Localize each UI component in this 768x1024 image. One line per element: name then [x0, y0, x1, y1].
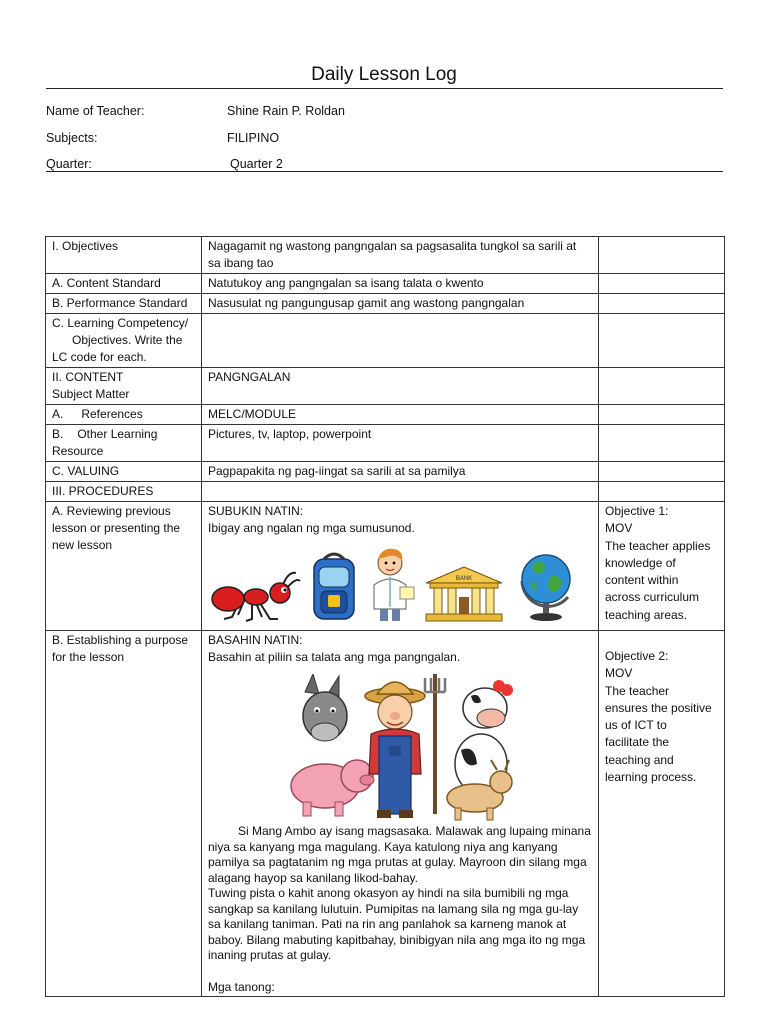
objective-line: us of ICT to: [605, 718, 667, 733]
label-letter: B.: [52, 427, 64, 441]
row-label: C. VALUING: [46, 462, 202, 482]
label-line: A. Reviewing previous: [52, 504, 171, 518]
label-line: Resource: [52, 444, 104, 458]
label-line: lesson or presenting the: [52, 521, 181, 535]
row-valuing: [46, 462, 725, 482]
story-text: [208, 824, 592, 995]
objective-line: MOV: [605, 521, 633, 536]
objective-2: [599, 631, 725, 997]
info-value: Quarter 2: [230, 157, 283, 171]
objective-line: MOV: [605, 666, 633, 681]
row-procedures: [46, 482, 725, 502]
label-line: C. Learning Competency/: [52, 316, 189, 330]
row-content: Natutukoy ang pangngalan sa isang talata o kwento: [202, 274, 599, 294]
objective-line: content within: [605, 573, 679, 588]
row-purpose: [46, 631, 725, 997]
row-reviewing: [46, 502, 725, 631]
row-content: Nagagamit ng wastong pangngalan sa pagsasalita tungkol sa sarili at sa ibang tao: [202, 237, 599, 274]
row-label: [46, 314, 202, 368]
row-content: Nasusulat ng pangungusap gamit ang wastong pangngalan: [202, 294, 599, 314]
farmer-animals-picture: [285, 674, 515, 822]
title-rule: [46, 88, 723, 89]
globe-picture: [512, 547, 578, 623]
row-content: Pictures, tv, laptop, powerpoint: [202, 425, 599, 462]
label-line: LC code for each.: [52, 350, 147, 364]
doctor-picture: [366, 547, 416, 623]
objective-line: teaching areas.: [605, 607, 688, 622]
lesson-table: [45, 236, 725, 997]
objective-line: learning process.: [605, 770, 697, 785]
objective-line: Objective 1:: [605, 504, 669, 518]
label-line: new lesson: [52, 538, 113, 552]
row-content: [202, 482, 599, 502]
label-line: Objectives. Write the: [72, 333, 183, 347]
backpack-picture: [310, 549, 358, 623]
row-notes: [599, 368, 725, 405]
row-label: [46, 405, 202, 425]
objective-line: facilitate the: [605, 735, 670, 750]
objective-line: ensures the positive: [605, 700, 712, 715]
bank-picture: [424, 565, 504, 623]
row-content: MELC/MODULE: [202, 405, 599, 425]
objective-line: Objective 2:: [605, 649, 669, 663]
row-notes: [599, 314, 725, 368]
row-content: [202, 631, 599, 997]
questions-label: Mga tanong:: [208, 979, 275, 994]
row-objectives: [46, 237, 725, 274]
objective-line: knowledge of: [605, 555, 676, 570]
row-content-section: [46, 368, 725, 405]
row-notes: [599, 274, 725, 294]
row-competency: [46, 314, 725, 368]
section-heading: SUBUKIN NATIN:: [208, 504, 304, 518]
row-label: B. Performance Standard: [46, 294, 202, 314]
row-notes: [599, 405, 725, 425]
label-text: Other Learning: [77, 427, 158, 441]
instruction: Basahin at piliin sa talata ang mga pangngalan.: [208, 650, 461, 664]
row-label: [46, 368, 202, 405]
label-line: for the lesson: [52, 650, 125, 664]
donkey-icon: [303, 674, 347, 741]
info-value: Shine Rain P. Roldan: [227, 104, 345, 118]
info-label: Quarter:: [46, 157, 92, 171]
instruction: Ibigay ang ngalan ng mga sumusunod.: [208, 521, 415, 535]
farmer-icon: [365, 674, 445, 818]
pig-icon: [291, 760, 374, 816]
row-label: [46, 631, 202, 997]
label-text: References: [81, 407, 143, 421]
ant-picture: [210, 567, 302, 623]
row-notes: [599, 462, 725, 482]
info-label: Subjects:: [46, 131, 98, 145]
objective-line: teaching and: [605, 752, 674, 767]
info-label: Name of Teacher:: [46, 104, 145, 118]
header-rule: [46, 171, 723, 172]
row-notes: [599, 425, 725, 462]
row-notes: [599, 237, 725, 274]
row-references: [46, 405, 725, 425]
objective-line: The teacher applies: [605, 538, 711, 553]
row-content-standard: [46, 274, 725, 294]
label-line: Subject Matter: [52, 387, 130, 401]
info-subjects: [46, 131, 280, 145]
row-label: I. Objectives: [46, 237, 202, 274]
objective-line: across curriculum: [605, 590, 700, 605]
row-label: [46, 502, 202, 631]
row-label: III. PROCEDURES: [46, 482, 202, 502]
row-notes: [599, 294, 725, 314]
info-value: FILIPINO: [227, 131, 280, 145]
label-letter: A.: [52, 407, 64, 421]
row-notes: [599, 482, 725, 502]
label-line: B. Establishing a purpose: [52, 633, 189, 647]
objective-line: The teacher: [605, 683, 670, 698]
objective-1: [599, 502, 725, 631]
picture-strip: [210, 547, 592, 623]
label-line: II. CONTENT: [52, 370, 124, 384]
row-other-resources: [46, 425, 725, 462]
row-content: Pagpapakita ng pag-iingat sa sarili at sa pamilya: [202, 462, 599, 482]
bank-sign: BANK: [455, 576, 473, 582]
page-title: Daily Lesson Log: [311, 64, 457, 85]
story-paragraph: Si Mang Ambo ay isang magsasaka. Malawak ang lupaing minana niya sa kanyang mga magulang. Kaya katulong niya ang kanyang pamilya sa pagtatanim ng mga prutas at gulay. Mayroon din silang mga alagang hayop sa kanilang likod-bahay.: [208, 824, 591, 885]
info-quarter: [46, 157, 283, 171]
row-label: A. Content Standard: [46, 274, 202, 294]
story-paragraph: Tuwing pista o kahit anong okasyon ay hindi na sila bumibili ng mga sangkap sa kanilang lulutuin. Pumipitas na lamang sila ng mga gu-lay sa kanilang taniman. Pati na rin ang panlahok sa karneng manok at baboy. Bilang mabuting kapitbahay, binibigyan nila ang mga ito ng mga inaning prutas at gulay.: [208, 886, 586, 962]
row-content: [202, 502, 599, 631]
info-teacher: [46, 104, 345, 118]
row-content: PANGNGALAN: [202, 368, 599, 405]
section-heading: BASAHIN NATIN:: [208, 633, 303, 647]
row-performance-standard: [46, 294, 725, 314]
row-label: [46, 425, 202, 462]
row-content: [202, 314, 599, 368]
